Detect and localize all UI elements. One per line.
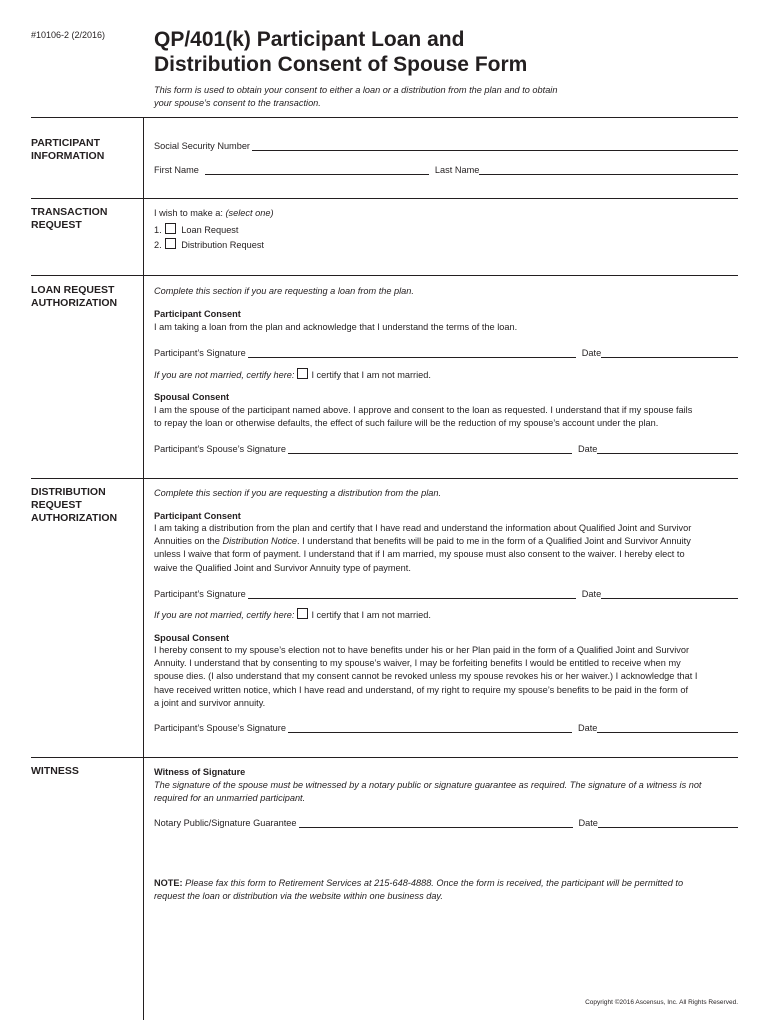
loan-spouse-signature-row (154, 440, 738, 454)
loan-spouse-signature-field[interactable] (288, 443, 572, 454)
transaction-prompt (154, 207, 274, 220)
date-label: Date (581, 348, 602, 358)
date-label: Date (577, 444, 598, 454)
section-label-transaction-request (31, 206, 107, 232)
form-title-line-2: Distribution Consent of Spouse Form (154, 53, 528, 76)
paragraph-line: unless I waive that form of payment. I understand that if I am married, my spouse must also consent to the waiver. I hereby elect to (154, 549, 685, 560)
paragraph-line: I am the spouse of the participant named above. I approve and consent to the loan as requested. I understand that if my spouse fails (154, 405, 693, 415)
notary-signature-row (154, 814, 738, 828)
section-label-witness: WITNESS (31, 765, 79, 777)
spouse-signature-label: Participant’s Spouse’s Signature (154, 723, 286, 733)
last-name-label: Last Name (434, 165, 480, 175)
form-title (154, 27, 527, 77)
notary-label: Notary Public/Signature Guarantee (154, 818, 297, 828)
transaction-prompt-text: I wish to make a: (154, 208, 223, 218)
option-label: Loan Request (181, 225, 239, 235)
ssn-field[interactable] (252, 140, 738, 151)
not-married-text: I certify that I am not married. (311, 610, 431, 620)
section-label-line: REQUEST (31, 499, 82, 511)
first-name-field[interactable] (205, 164, 429, 175)
option-label: Distribution Request (181, 240, 264, 250)
section-label-participant-information (31, 137, 104, 163)
section-label-line: REQUEST (31, 219, 82, 231)
ssn-label: Social Security Number (154, 141, 250, 151)
paragraph-line: have received written notice, which I have read and understand, of my right to require my spouse’s benefits to be paid in the form of (154, 684, 689, 695)
spouse-signature-label: Participant’s Spouse’s Signature (154, 444, 286, 454)
paragraph-line: a joint and survivor annuity. (154, 697, 266, 708)
text-run: . I understand that benefits will be paid to me in the form of a Qualified Joint and Survivor Annuity (297, 536, 691, 547)
witness-text (154, 779, 740, 805)
loan-request-checkbox[interactable] (165, 223, 176, 234)
paragraph-line: Annuity. I understand that by consenting to my spouse’s waiver, I may be forfeiting benefits I would be entitled to receive when my (154, 658, 681, 669)
date-label: Date (581, 589, 602, 599)
section-label-line: AUTHORIZATION (31, 297, 118, 309)
loan-participant-date-field[interactable] (601, 347, 738, 358)
distribution-participant-signature-row (154, 585, 738, 599)
note-label: NOTE: (154, 878, 183, 888)
text-run: Annuities on the (154, 536, 220, 547)
intro-line-1: This form is used to obtain your consent to either a loan or a distribution from the plan and to obtain (154, 85, 558, 95)
section-label-line: DISTRIBUTION (31, 486, 106, 498)
distribution-participant-date-field[interactable] (601, 588, 738, 599)
paragraph-line: waive the Qualified Joint and Survivor Annuity type of payment. (154, 562, 411, 573)
distribution-spouse-date-field[interactable] (597, 722, 738, 733)
section-label-loan-request-authorization (31, 284, 117, 310)
loan-not-married-checkbox[interactable] (297, 368, 308, 379)
not-married-prompt: If you are not married, certify here: (154, 370, 295, 380)
not-married-prompt: If you are not married, certify here: (154, 610, 295, 620)
section-label-line: INFORMATION (31, 150, 105, 162)
loan-participant-consent-title: Participant Consent (154, 309, 241, 319)
intro-line-2: your spouse’s consent to the transaction. (154, 98, 321, 108)
not-married-text: I certify that I am not married. (311, 370, 431, 380)
witness-title: Witness of Signature (154, 767, 246, 777)
paragraph-line: I hereby consent to my spouse’s election not to have benefits under his or her Plan paid in the form of a Qualified Joint and Survivor (154, 645, 690, 655)
transaction-prompt-hint: (select one) (225, 208, 274, 218)
section-divider-transaction (31, 198, 738, 199)
loan-participant-signature-field[interactable] (248, 347, 576, 358)
text-run: Please fax this form to Retirement Services at 215-648-4888. Once the form is received, the participant will be permitted to (185, 878, 684, 888)
first-name-label: First Name (154, 165, 199, 175)
section-label-line: PARTICIPANT (31, 137, 101, 149)
distribution-request-checkbox[interactable] (165, 238, 176, 249)
column-divider (143, 117, 144, 1020)
distribution-not-married-row (154, 608, 431, 622)
loan-participant-consent-text: I am taking a loan from the plan and acknowledge that I understand the terms of the loan. (154, 322, 518, 332)
notary-signature-field[interactable] (299, 817, 573, 828)
paragraph-line (154, 535, 740, 548)
form-title-line-1: QP/401(k) Participant Loan and (154, 28, 465, 51)
paragraph-line: The signature of the spouse must be witnessed by a notary public or signature guarantee as required. The signature of a witness is not (154, 780, 702, 790)
date-label: Date (577, 723, 598, 733)
loan-not-married-row (154, 368, 431, 382)
distribution-participant-signature-field[interactable] (248, 588, 576, 599)
distribution-notice-reference: Distribution Notice (222, 536, 298, 547)
distribution-not-married-checkbox[interactable] (297, 608, 308, 619)
paragraph-line: I am taking a distribution from the plan and certify that I have read and understand the information about Qualified Joint and Survivor (154, 523, 692, 533)
copyright-notice: Copyright ©2016 Ascensus, Inc. All Rights Reserved. (585, 999, 738, 1006)
date-label: Date (578, 818, 598, 828)
distribution-spousal-consent-title: Spousal Consent (154, 633, 230, 643)
last-name-field[interactable] (479, 164, 738, 175)
section-divider-distribution (31, 478, 738, 479)
paragraph-line (154, 877, 740, 890)
ssn-row (154, 137, 738, 151)
form-number: #10106-2 (2/2016) (31, 30, 106, 40)
option-number: 2. (154, 240, 162, 250)
section-divider-top (31, 117, 738, 118)
loan-spousal-consent-text (154, 404, 740, 430)
notary-date-field[interactable] (598, 817, 738, 828)
paragraph-line: to repay the loan or otherwise defaults, the effect of such failure will be the reduction of my spouse’s account under the plan. (154, 418, 659, 429)
section-label-line: TRANSACTION (31, 206, 108, 218)
section-divider-loan (31, 275, 738, 276)
distribution-spouse-signature-row (154, 719, 738, 733)
option-loan-request[interactable] (154, 223, 238, 237)
distribution-participant-consent-text (154, 522, 740, 575)
paragraph-line: required for an unmarried participant. (154, 793, 306, 804)
name-row (154, 161, 738, 175)
loan-participant-signature-row (154, 344, 738, 358)
section-label-line: LOAN REQUEST (31, 284, 115, 296)
loan-spouse-date-field[interactable] (597, 443, 738, 454)
fax-note (154, 877, 740, 903)
section-label-line: AUTHORIZATION (31, 512, 118, 524)
section-label-distribution-request-authorization (31, 486, 117, 525)
loan-spousal-consent-title: Spousal Consent (154, 392, 230, 402)
distribution-spouse-signature-field[interactable] (288, 722, 572, 733)
paragraph-line: request the loan or distribution via the website within one business day. (154, 891, 443, 902)
option-distribution-request[interactable] (154, 238, 264, 252)
paragraph-line: spouse dies. (I also understand that my consent cannot be revoked unless my spouse revokes his or her waiver.) I acknowledge that I (154, 671, 698, 682)
section-divider-witness (31, 757, 738, 758)
participant-signature-label: Participant’s Signature (154, 348, 246, 358)
distribution-instruction: Complete this section if you are requesting a distribution from the plan. (154, 488, 442, 498)
loan-instruction: Complete this section if you are requesting a loan from the plan. (154, 286, 414, 296)
distribution-spousal-consent-text (154, 644, 740, 710)
participant-signature-label: Participant’s Signature (154, 589, 246, 599)
form-intro (154, 84, 624, 110)
option-number: 1. (154, 225, 162, 235)
distribution-participant-consent-title: Participant Consent (154, 511, 241, 521)
